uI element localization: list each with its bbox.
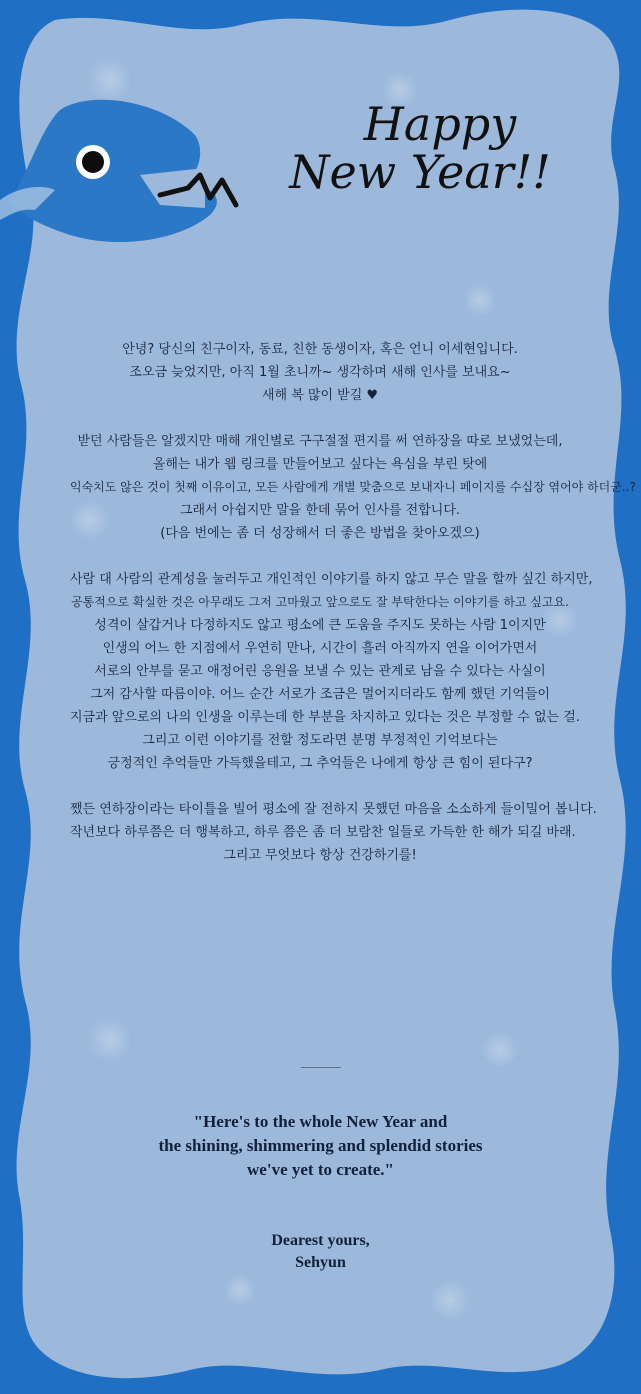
letter-line: 긍정적인 추억들만 가득했을테고, 그 추억들은 나에게 항상 큰 힘이 된다구?	[107, 756, 533, 771]
letter-body	[70, 338, 636, 890]
signature	[170, 1230, 471, 1274]
letter-line: 익숙치도 않은 것이 첫째 이유이고, 모든 사람에게 개별 맞춤으로 보내자니 페이지를 수십장 엮어야 하더군..?	[70, 480, 636, 494]
letter-line: 안녕? 당신의 친구이자, 동료, 친한 동생이자, 혹은 언니 이세현입니다.	[122, 342, 518, 357]
letter-line: 그리고 이런 이야기를 전할 정도라면 분명 부정적인 기억보다는	[142, 733, 498, 748]
letter-line: 새해 복 많이 받길 ♥	[261, 388, 379, 403]
letter-line: 사람 대 사람의 관계성을 눌러두고 개인적인 이야기를 하지 않고 무슨 말을 할까 싶긴 하지만,	[70, 572, 593, 587]
paragraph	[70, 798, 597, 867]
letter-line: 서로의 안부를 묻고 애정어린 응원을 보낼 수 있는 관계로 남을 수 있다는 사실이	[94, 664, 546, 679]
letter-line: 쨌든 연하장이라는 타이틀을 빌어 평소에 잘 전하지 못했던 마음을 소소하게 들이밀어 봅니다.	[70, 802, 597, 817]
paragraph	[70, 568, 593, 775]
closing-quote	[100, 1110, 541, 1182]
signature-salutation: Dearest yours,	[271, 1232, 370, 1249]
greeting-title	[280, 97, 560, 200]
paragraph	[70, 430, 636, 545]
letter-line: 인생의 어느 한 지점에서 우연히 만나, 시간이 흘러 아직까지 연을 이어가면서	[102, 641, 538, 656]
letter-line: 그리고 무엇보다 항상 건강하기를!	[223, 848, 417, 863]
signature-name: Sehyun	[295, 1254, 346, 1271]
quote-line: the shining, shimmering and splendid stories	[158, 1136, 483, 1155]
letter-line: 그저 감사할 따름이야. 어느 순간 서로가 조금은 멀어지더라도 함께 했던 기억들이	[90, 687, 550, 702]
letter-line: 공통적으로 확실한 것은 아무래도 그저 고마웠고 앞으로도 잘 부탁한다는 이야기를 하고 싶고요.	[71, 595, 569, 609]
paragraph	[70, 338, 570, 407]
quote-line: "Here's to the whole New Year and	[193, 1112, 448, 1131]
letter-line: 성격이 살갑거나 다정하지도 않고 평소에 큰 도움을 주지도 못하는 사람 1이지만	[94, 618, 546, 633]
title-line-2: New Year!!	[289, 145, 551, 200]
letter-line: 올해는 내가 웹 링크를 만들어보고 싶다는 욕심을 부린 탓에	[152, 457, 488, 472]
letter-line: 조오금 늦었지만, 아직 1월 초니까~ 생각하며 새해 인사를 보내요~	[129, 365, 511, 380]
quote-line: we've yet to create."	[247, 1160, 394, 1179]
letter-line: 받던 사람들은 알겠지만 매해 개인별로 구구절절 편지를 써 연하장을 따로 보냈었는데,	[77, 434, 563, 449]
divider	[301, 1067, 341, 1068]
letter-line: 그래서 아쉽지만 말을 한데 묶어 인사를 전합니다.	[179, 503, 461, 518]
letter-line: (다음 번에는 좀 더 성장해서 더 좋은 방법을 찾아오겠으)	[160, 526, 480, 541]
letter-line: 지금과 앞으로의 나의 인생을 이루는데 한 부분을 차지하고 있다는 것은 부정할 수 없는 걸.	[70, 710, 580, 725]
letter-line: 작년보다 하루쯤은 더 행복하고, 하루 쯤은 좀 더 보람찬 일들로 가득한 한 해가 되길 바래.	[70, 825, 576, 840]
title-line-1: Happy	[363, 97, 517, 151]
